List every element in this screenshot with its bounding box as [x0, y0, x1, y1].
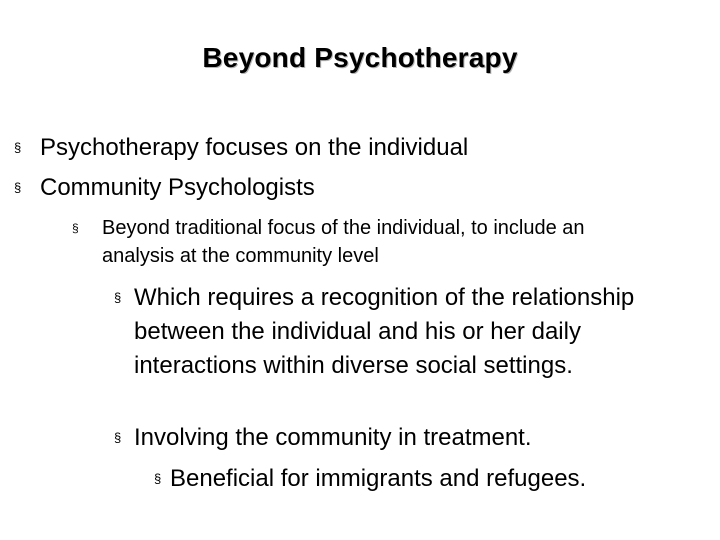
bullet-item [114, 281, 674, 383]
bullet-marker-icon: § [154, 471, 162, 486]
bullet-text: Psychotherapy focuses on the individual [40, 134, 469, 161]
bullet-item [72, 214, 622, 270]
bullet-marker-icon: § [14, 180, 22, 195]
slide-title: Beyond Psychotherapy [202, 42, 518, 73]
bullet-item [154, 462, 586, 496]
bullet-item [0, 133, 468, 163]
bullet-text: Beneficial for immigrants and refugees. [170, 465, 587, 492]
bullet-text: Beyond traditional focus of the individual, to include an analysis at the community level [102, 217, 585, 267]
bullet-text: Involving the community in treatment. [134, 424, 532, 451]
bullet-text: Which requires a recognition of the relationship between the individual and his or her daily interactions within diverse social settings. [134, 284, 635, 379]
bullet-marker-icon: § [114, 290, 122, 305]
bullet-marker-icon: § [72, 221, 79, 235]
bullet-item [0, 173, 315, 203]
bullet-marker-icon: § [14, 140, 22, 155]
bullet-item [114, 421, 674, 455]
bullet-text: Community Psychologists [40, 174, 315, 201]
bullet-marker-icon: § [114, 430, 122, 445]
